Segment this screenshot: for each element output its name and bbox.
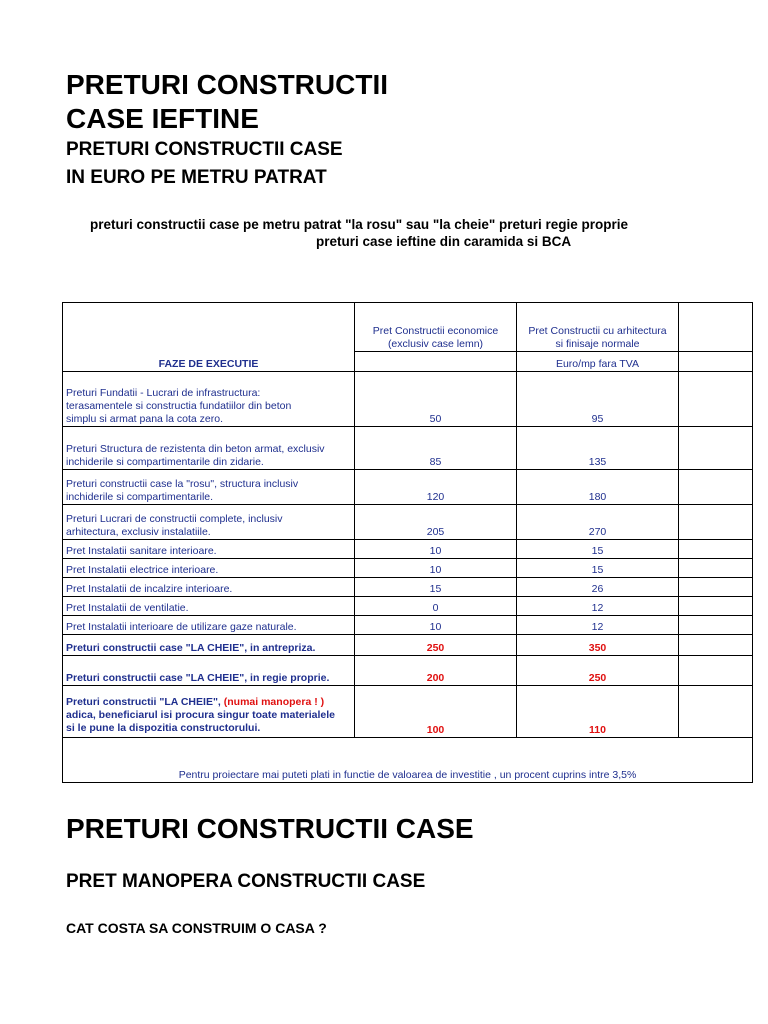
header-economic: Pret Constructii economice (exclusiv case lemn) (355, 303, 517, 352)
normal-value: 270 (517, 505, 679, 540)
table-row-regie: Preturi constructii case "LA CHEIE", in regie proprie. 200 250 (63, 656, 753, 686)
table-row: Preturi Structura de rezistenta din beton armat, exclusiv inchiderile si compartimentarile din zidarie. 85 135 (63, 427, 753, 470)
economic-value: 120 (355, 470, 517, 505)
table-header-row (63, 303, 753, 352)
economic-value: 10 (355, 540, 517, 559)
normal-value: 110 (517, 686, 679, 738)
table-row: Preturi Lucrari de constructii complete, inclusiv arhitectura, exclusiv instalatiile. 205 270 (63, 505, 753, 540)
header-faze-de-executie: FAZE DE EXECUTIE (63, 303, 355, 372)
design-fee-note: Pentru proiectare mai puteti plati in functie de valoarea de investitie , un procent cuprins intre 3,5% (63, 738, 753, 783)
section-heading: PRETURI CONSTRUCTII CASE (66, 813, 474, 844)
economic-value: 10 (355, 559, 517, 578)
table-row: Pret Instalatii interioare de utilizare gaze naturale. 10 12 (63, 616, 753, 635)
normal-value: 15 (517, 540, 679, 559)
normal-value: 12 (517, 616, 679, 635)
table-row-manopera: Preturi constructii "LA CHEIE", (numai manopera ! ) adica, beneficiarul isi procura singur toate materialele si le pune la dispozitia constructorului. 100 110 (63, 686, 753, 738)
normal-value: 350 (517, 635, 679, 656)
normal-value: 180 (517, 470, 679, 505)
section-subheading: PRET MANOPERA CONSTRUCTII CASE (66, 871, 426, 892)
table-row: Pret Instalatii de ventilatie. 0 12 (63, 597, 753, 616)
normal-value: 95 (517, 372, 679, 427)
economic-value: 205 (355, 505, 517, 540)
table-row: Pret Instalatii sanitare interioare. 10 15 (63, 540, 753, 559)
normal-value: 12 (517, 597, 679, 616)
subtitle-block (66, 136, 343, 192)
price-table (62, 302, 753, 783)
page-title: PRETURI CONSTRUCTII (66, 69, 388, 100)
normal-value: 15 (517, 559, 679, 578)
table-row-antrepriza: Preturi constructii case "LA CHEIE", in antrepriza. 250 350 (63, 635, 753, 656)
economic-value: 85 (355, 427, 517, 470)
page-title-line2: CASE IEFTINE (66, 103, 259, 134)
economic-value: 10 (355, 616, 517, 635)
table-row: Preturi constructii case la "rosu", structura inclusiv inchiderile si compartimentarile. 120 180 (63, 470, 753, 505)
economic-value: 15 (355, 578, 517, 597)
manopera-note: (numai manopera ! ) (223, 696, 325, 708)
economic-value: 250 (355, 635, 517, 656)
table-row: Preturi Fundatii - Lucrari de infrastructura: terasamentele si constructia fundatiilor din beton simplu si armat pana la cota zero. 50 95 (63, 372, 753, 427)
normal-value: 250 (517, 656, 679, 686)
header-normal: Pret Constructii cu arhitectura si finisaje normale (517, 303, 679, 352)
description-line1: preturi constructii case pe metru patrat "la rosu" sau "la cheie" preturi regie proprie (90, 217, 629, 232)
page-title-block (66, 68, 626, 134)
subtitle-line2: IN EURO PE METRU PATRAT (66, 167, 327, 188)
normal-value: 26 (517, 578, 679, 597)
economic-value: 50 (355, 372, 517, 427)
normal-value: 135 (517, 427, 679, 470)
economic-value: 0 (355, 597, 517, 616)
table-note-row (63, 738, 753, 783)
question-heading: CAT COSTA SA CONSTRUIM O CASA ? (66, 920, 327, 936)
unit-label: Euro/mp fara TVA (517, 352, 679, 372)
description-line2: preturi case ieftine din caramida si BCA (316, 234, 572, 249)
price-table-wrapper (62, 302, 678, 788)
table-row: Pret Instalatii de incalzire interioare. 15 26 (63, 578, 753, 597)
economic-value: 200 (355, 656, 517, 686)
table-row: Pret Instalatii electrice interioare. 10 15 (63, 559, 753, 578)
subtitle-line1: PRETURI CONSTRUCTII CASE (66, 139, 343, 160)
economic-value: 100 (355, 686, 517, 738)
